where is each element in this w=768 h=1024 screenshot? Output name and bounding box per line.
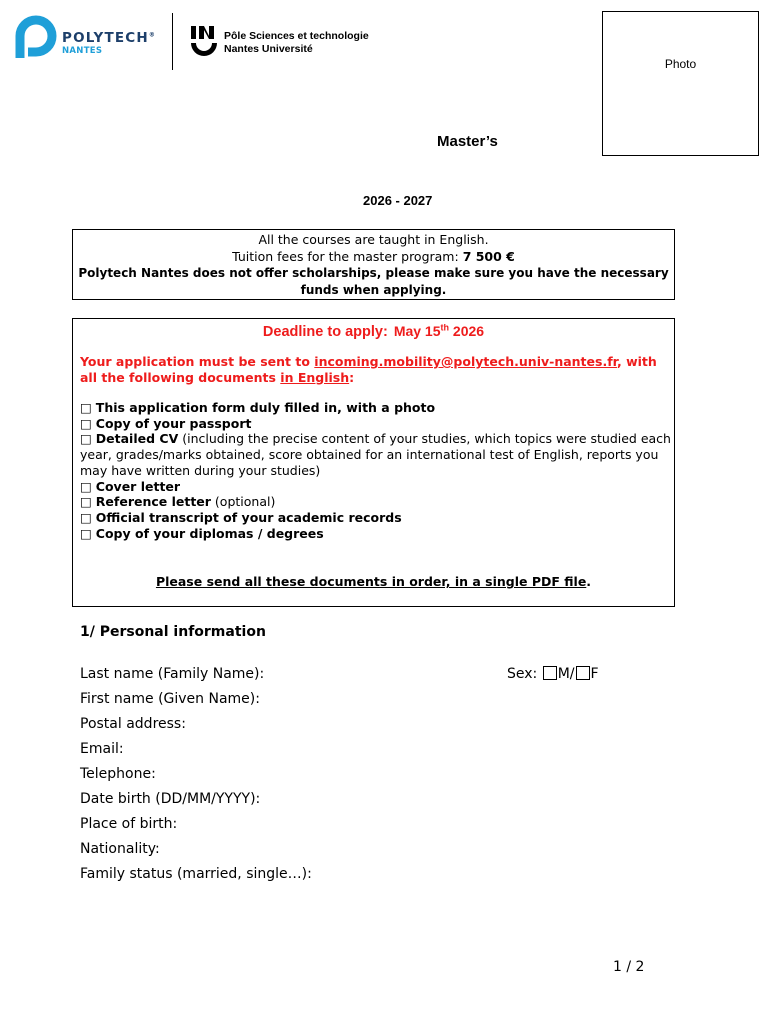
scholarship-notice: Polytech Nantes does not offer scholarships, please make sure you have the necessary funds when applying. (78, 266, 669, 297)
date-of-birth-label: Date birth (DD/MM/YYYY): (80, 791, 261, 807)
sex-m-label: M/ (557, 666, 575, 682)
deadline-row (73, 321, 674, 340)
deadline-date: May 15th 2026 (393, 322, 485, 339)
tuition-fees-label: Tuition fees for the master program: (232, 248, 459, 264)
document-item: □ Copy of your passport (80, 415, 252, 431)
application-instructions: Your application must be sent to incoming.mobility@polytech.univ-nantes.fr, with all the following documents in English: (80, 354, 657, 385)
personal-info-heading: 1/ Personal information (80, 624, 266, 640)
document-item: □ Copy of your diplomas / degrees (80, 525, 324, 541)
first-name-label: First name (Given Name): (80, 691, 260, 707)
nantes-universite-emblem-icon (190, 24, 218, 58)
sex-f-label: F (590, 666, 599, 682)
last-name-label: Last name (Family Name): (80, 666, 265, 682)
courses-language: All the courses are taught in English. (258, 232, 489, 247)
polytech-logo (14, 14, 164, 64)
nu-line-1: Pôle Sciences et technologie (224, 30, 369, 42)
telephone-label: Telephone: (80, 766, 156, 782)
document-title: Master’s (437, 133, 498, 150)
sex-field (507, 666, 599, 682)
logo-divider (172, 13, 173, 70)
sex-f-checkbox[interactable] (576, 666, 590, 680)
nu-line-2: Nantes Université (224, 43, 313, 55)
deadline-box (72, 318, 675, 607)
required-documents-list (80, 400, 672, 541)
postal-address-label: Postal address: (80, 716, 186, 732)
tuition-fees-amount: 7 500 € (462, 248, 515, 264)
polytech-subtitle: NANTES (62, 46, 103, 56)
document-item: □ Cover letter (80, 478, 181, 494)
sex-label: Sex: (507, 666, 538, 682)
email-label: Email: (80, 741, 124, 757)
nationality-label: Nationality: (80, 841, 160, 857)
document-item: □ Reference letter (optional) (80, 494, 276, 510)
document-item: □ This application form duly filled in, with a photo (80, 400, 436, 415)
family-status-label: Family status (married, single…): (80, 866, 312, 882)
polytech-wordmark: POLYTECH® (62, 30, 157, 46)
photo-box (602, 11, 759, 156)
academic-year: 2026 - 2027 (363, 193, 433, 208)
photo-label: Photo (664, 57, 697, 71)
send-instructions: Please send all these documents in order, in a single PDF file. (155, 574, 592, 589)
nantes-universite-logo (190, 24, 390, 64)
sex-m-checkbox[interactable] (543, 666, 557, 680)
deadline-label: Deadline to apply: (262, 324, 388, 340)
place-of-birth-label: Place of birth: (80, 816, 178, 832)
document-item: □ Detailed CV (including the precise content of your studies, which topics were studied each year, grades/marks obtained, score obtained for an international test of English, reports you may have written during your studies) (80, 431, 671, 478)
application-email-link[interactable]: incoming.mobility@polytech.univ-nantes.fr (314, 354, 617, 369)
document-item: □ Official transcript of your academic records (80, 509, 402, 525)
page-number: 1 / 2 (613, 959, 645, 975)
info-box (72, 229, 675, 300)
tuition-fees (73, 249, 674, 266)
polytech-emblem-icon (14, 14, 58, 64)
nantes-universite-text (224, 30, 369, 56)
